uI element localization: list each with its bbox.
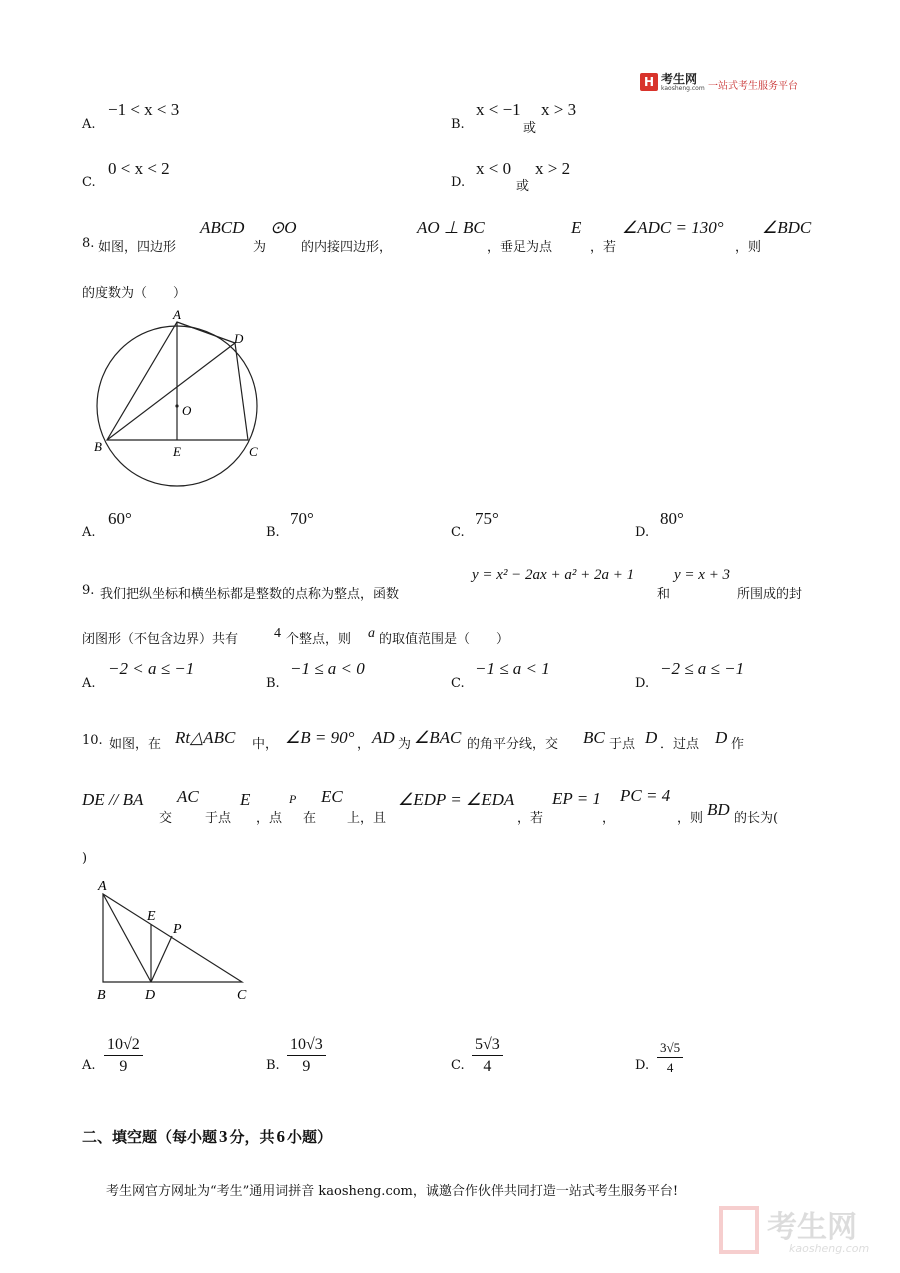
q10-text-8: 作 xyxy=(731,737,745,752)
q10-option-a-fraction xyxy=(104,1036,143,1076)
q9-text-3: 所围成的封 xyxy=(737,587,803,602)
q10-option-c-numerator: 5√3 xyxy=(472,1036,503,1056)
q9-option-a-value: −2 < a ≤ −1 xyxy=(108,659,195,678)
q8-label-b: B xyxy=(94,439,102,454)
q10-option-d-fraction xyxy=(657,1040,683,1076)
q10-text-7: ．过点 xyxy=(660,737,700,752)
q10-option-a-denominator: 9 xyxy=(119,1058,128,1075)
q8-option-b-value: 70° xyxy=(290,509,314,528)
q10-text-18: ) xyxy=(82,851,88,866)
q8-label-d: D xyxy=(234,331,244,346)
q9-option-b-value: −1 ≤ a < 0 xyxy=(290,659,365,678)
q10-segment-dp xyxy=(151,936,172,982)
q10-text-16: ，则 xyxy=(677,811,704,826)
footer-text: 考生网官方网址为“考生”通用词拼音 kaosheng.com，诚邀合作伙伴共同打造一站式考生服务平台! xyxy=(106,1184,679,1199)
q8-label-e: E xyxy=(173,444,181,459)
q10-text-14: ，若 xyxy=(517,811,544,826)
q9-math-a: a xyxy=(368,626,375,641)
q10-label-a: A xyxy=(98,879,107,894)
q9-text-5: 个整点，则 xyxy=(286,632,352,647)
q9-num-4: 4 xyxy=(274,626,281,641)
q10-math-7: D xyxy=(715,728,728,747)
q10-text-15: ， xyxy=(602,811,616,826)
q9-math-2: y = x + 3 xyxy=(674,567,731,583)
section-2-count: 6 xyxy=(276,1127,286,1146)
logo-text-cn: 考生网 xyxy=(661,72,698,86)
q10-text-17: 的长为( xyxy=(734,811,779,826)
q8-option-d-value: 80° xyxy=(660,509,684,528)
q7-option-a-label: A. xyxy=(82,117,96,132)
q7-option-b-expr-a: x < −1 xyxy=(476,100,521,119)
q10-math-8: DE // BA xyxy=(82,790,144,809)
q9-math-1: y = x² − 2ax + a² + 2a + 1 xyxy=(472,567,635,583)
logo-text-url: kaosheng.com xyxy=(661,85,705,92)
q8-option-d-label: D. xyxy=(635,525,650,540)
q9-text-2: 和 xyxy=(657,587,671,602)
q10-option-c-label: C. xyxy=(451,1058,465,1073)
q10-math-3: AD xyxy=(372,728,395,747)
q7-option-d-expr-a: x < 0 xyxy=(476,159,512,178)
q10-math-5: BC xyxy=(583,728,605,747)
q10-text-13: 上，且 xyxy=(347,811,387,826)
q8-text-2: 为 xyxy=(253,240,267,255)
q10-text-11: ，点 xyxy=(256,811,283,826)
q10-math-10: E xyxy=(240,790,251,809)
q10-text-12: 在 xyxy=(303,811,317,826)
q10-text-10: 于点 xyxy=(205,811,232,826)
q10-math-6: D xyxy=(645,728,658,747)
q10-math-2: ∠B = 90° xyxy=(285,728,355,747)
q8-figure xyxy=(85,305,285,495)
q8-text-1: 如图，四边形 xyxy=(98,240,177,255)
q8-option-c-value: 75° xyxy=(475,509,499,528)
q7-option-d-or: 或 xyxy=(516,179,530,194)
q8-text-7: 的度数为（ ） xyxy=(82,286,187,301)
q10-option-b-fraction xyxy=(287,1036,326,1076)
q8-option-b-label: B. xyxy=(266,525,280,540)
q10-math-16: BD xyxy=(707,800,730,819)
q8-number: 8. xyxy=(82,236,95,251)
q8-text-6: ，则 xyxy=(735,240,762,255)
q10-option-a-numerator: 10√2 xyxy=(104,1036,143,1056)
q10-label-c: C xyxy=(237,988,247,1003)
q8-text-3: 的内接四边形， xyxy=(301,240,393,255)
q10-option-b-label: B. xyxy=(266,1058,280,1073)
q10-math-4: ∠BAC xyxy=(414,728,462,747)
section-2-heading xyxy=(82,1126,332,1147)
q10-math-13: ∠EDP = ∠EDA xyxy=(398,790,515,809)
q8-math-6: ∠BDC xyxy=(762,218,812,237)
q7-option-b-label: B. xyxy=(451,117,465,132)
q8-option-a-value: 60° xyxy=(108,509,132,528)
q8-option-c-label: C. xyxy=(451,525,465,540)
q10-math-14: EP = 1 xyxy=(552,789,601,808)
q8-label-c: C xyxy=(249,444,258,459)
q9-option-b-label: B. xyxy=(266,676,280,691)
q8-math-4: E xyxy=(571,218,582,237)
q10-text-6: 于点 xyxy=(609,737,636,752)
q8-math-5: ∠ADC = 130° xyxy=(622,218,724,237)
q9-option-c-label: C. xyxy=(451,676,465,691)
q9-option-c-value: −1 ≤ a < 1 xyxy=(475,659,550,678)
q8-text-5: ，若 xyxy=(590,240,617,255)
q10-option-d-numerator: 3√5 xyxy=(657,1040,683,1058)
q10-label-p: P xyxy=(173,922,182,937)
watermark-logo-icon xyxy=(719,1206,759,1254)
q10-figure xyxy=(92,872,262,1007)
q7-option-d-label: D. xyxy=(451,175,466,190)
q10-math-9: AC xyxy=(177,787,199,806)
q10-text-4: 为 xyxy=(398,737,412,752)
q7-option-b-expr-b: x > 3 xyxy=(541,100,577,119)
q9-option-d-label: D. xyxy=(635,676,650,691)
q10-option-a-label: A. xyxy=(82,1058,96,1073)
q8-text-4: ，垂足为点 xyxy=(487,240,553,255)
q10-option-b-denominator: 9 xyxy=(302,1058,311,1075)
q8-label-a: A xyxy=(173,307,181,322)
q8-label-o: O xyxy=(182,403,192,418)
q7-option-c-expr: 0 < x < 2 xyxy=(108,159,170,178)
section-2-title-c: 小题） xyxy=(287,1128,333,1146)
q10-text-1: 如图，在 xyxy=(109,737,162,752)
q10-option-d-denominator: 4 xyxy=(666,1060,674,1075)
q10-math-15: PC = 4 xyxy=(620,786,671,805)
q8-option-a-label: A. xyxy=(82,525,96,540)
q8-math-3: AO ⊥ BC xyxy=(417,218,485,237)
q9-option-d-value: −2 ≤ a ≤ −1 xyxy=(660,659,745,678)
q10-text-9: 交 xyxy=(159,811,173,826)
logo-slogan: 一站式考生服务平台 xyxy=(708,81,798,92)
q10-option-d-label: D. xyxy=(635,1058,650,1073)
q10-option-b-numerator: 10√3 xyxy=(287,1036,326,1056)
q8-math-2: ⊙O xyxy=(270,218,297,237)
q7-option-c-label: C. xyxy=(82,175,96,190)
q9-text-1: 我们把纵坐标和横坐标都是整数的点称为整点，函数 xyxy=(100,587,400,602)
logo-mark-icon: H xyxy=(640,73,658,91)
q10-triangle xyxy=(103,894,242,982)
watermark-text-url: kaosheng.com xyxy=(789,1242,870,1255)
q9-number: 9. xyxy=(82,583,95,598)
q10-label-b: B xyxy=(97,988,106,1003)
q10-text-3: ， xyxy=(357,737,371,752)
q10-text-5: 的角平分线，交 xyxy=(467,737,559,752)
q7-option-a-expr: −1 < x < 3 xyxy=(108,100,180,119)
q8-math-1: ABCD xyxy=(200,218,245,237)
q7-option-b-or: 或 xyxy=(523,121,537,136)
q10-math-1: Rt△ABC xyxy=(175,728,236,747)
q10-option-c-denominator: 4 xyxy=(483,1058,492,1075)
q10-text-2: 中， xyxy=(252,737,279,752)
q10-math-11: P xyxy=(289,792,297,806)
q10-math-12: EC xyxy=(321,787,343,806)
q10-label-d: D xyxy=(145,988,156,1003)
q10-number: 10. xyxy=(82,733,103,748)
watermark xyxy=(715,1200,885,1260)
q9-text-4: 闭图形（不包含边界）共有 xyxy=(82,632,239,647)
q10-segment-ad xyxy=(103,894,151,982)
q9-text-6: 的取值范围是（ ） xyxy=(379,632,510,647)
q8-segment-bd xyxy=(107,343,235,440)
header-logo xyxy=(640,72,810,94)
section-2-title-a: 二、填空题（每小题 xyxy=(82,1128,218,1146)
q7-option-d-expr-b: x > 2 xyxy=(535,159,571,178)
q10-option-c-fraction xyxy=(472,1036,503,1076)
section-2-points: 3 xyxy=(219,1127,228,1146)
q9-option-a-label: A. xyxy=(82,676,96,691)
watermark-text-cn: 考生网 xyxy=(767,1210,857,1245)
section-2-title-b: 分，共 xyxy=(229,1128,275,1146)
q8-center-dot xyxy=(175,404,178,407)
q10-label-e: E xyxy=(147,909,156,924)
